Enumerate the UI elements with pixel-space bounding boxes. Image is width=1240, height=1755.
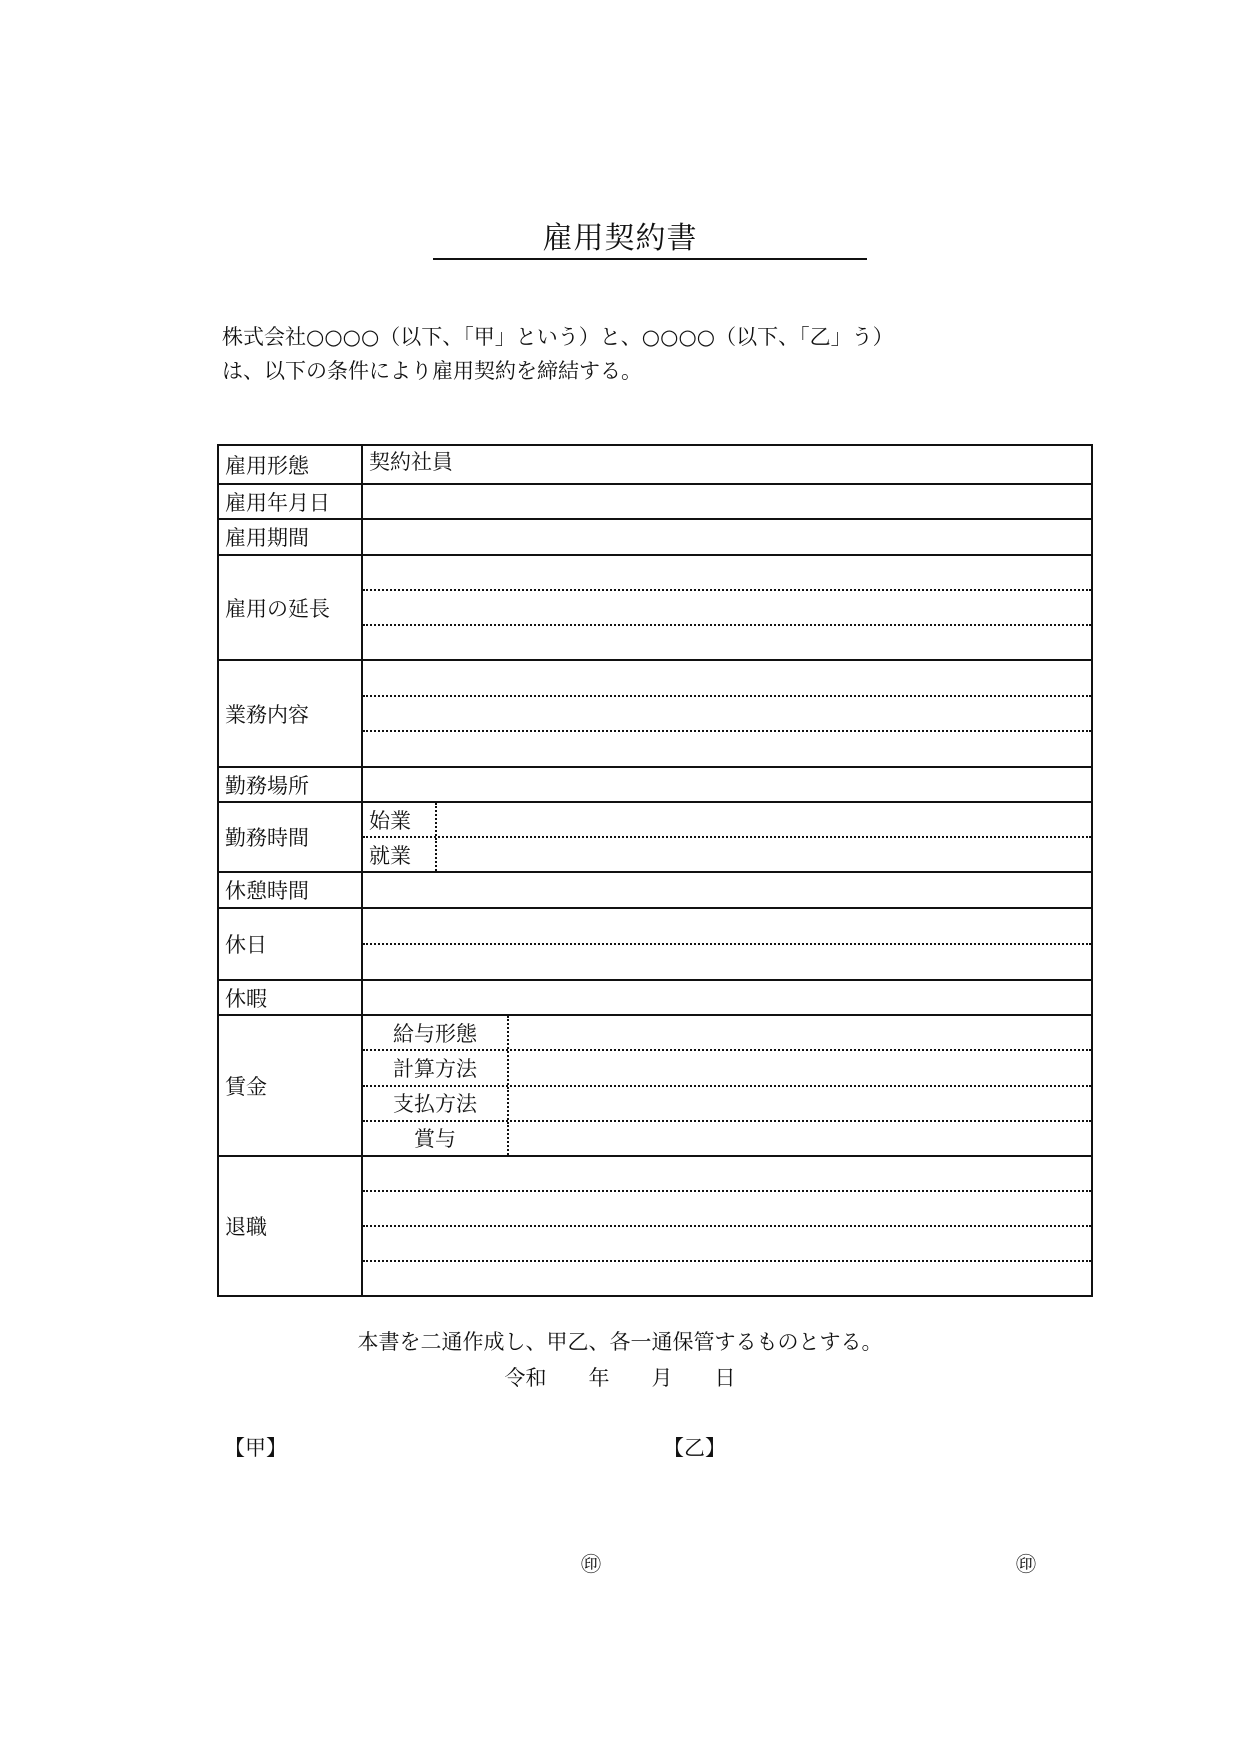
row-working-hours: [219, 801, 1091, 871]
label-employment-type: 雇用形態: [219, 446, 363, 483]
label-employment-period: 雇用期間: [219, 520, 363, 554]
label-leave: 休暇: [219, 981, 363, 1014]
work-location-field[interactable]: [363, 768, 1091, 801]
row-holidays: [219, 907, 1091, 979]
label-calculation-method: 計算方法: [363, 1051, 509, 1084]
label-working-hours: 勤務時間: [219, 803, 363, 871]
retirement-line-3[interactable]: [363, 1225, 1091, 1260]
title-underline: [433, 258, 867, 260]
extension-line-2[interactable]: [363, 589, 1091, 624]
job-description-line-3[interactable]: [363, 730, 1091, 766]
retirement-line-4[interactable]: [363, 1260, 1091, 1295]
date-line: 令和 年 月 日: [504, 1366, 736, 1390]
seal-icon-party-b: ㊞: [1016, 1552, 1036, 1576]
row-leave: [219, 979, 1091, 1014]
row-break-time: [219, 871, 1091, 907]
label-employment-extension: 雇用の延長: [219, 556, 363, 659]
calculation-method-field[interactable]: [509, 1051, 1091, 1084]
party-b-label: 【乙】: [663, 1436, 726, 1460]
retirement-line-1[interactable]: [363, 1157, 1091, 1190]
salary-type-field[interactable]: [509, 1016, 1091, 1049]
row-employment-type: [219, 446, 1091, 483]
label-salary-type: 給与形態: [363, 1016, 509, 1049]
document-title: 雇用契約書: [542, 221, 698, 256]
row-job-description: [219, 659, 1091, 766]
intro-paragraph: [222, 320, 1102, 388]
row-retirement: [219, 1155, 1091, 1295]
job-description-line-2[interactable]: [363, 695, 1091, 731]
label-break-time: 休憩時間: [219, 873, 363, 907]
job-description-line-1[interactable]: [363, 661, 1091, 695]
label-employment-date: 雇用年月日: [219, 485, 363, 518]
row-work-location: [219, 766, 1091, 801]
payment-method-field[interactable]: [509, 1087, 1091, 1120]
label-work-location: 勤務場所: [219, 768, 363, 801]
extension-line-3[interactable]: [363, 624, 1091, 659]
row-employment-extension: [219, 554, 1091, 659]
end-time-field[interactable]: [437, 838, 1091, 871]
break-time-field[interactable]: [363, 873, 1091, 907]
extension-line-1[interactable]: [363, 556, 1091, 589]
intro-line-2: は、以下の条件により雇用契約を締結する。: [222, 359, 642, 383]
row-employment-period: [219, 518, 1091, 554]
employment-period-field[interactable]: [363, 520, 1091, 554]
label-job-description: 業務内容: [219, 661, 363, 766]
label-start-time: 始業: [363, 803, 437, 836]
party-a-label: 【甲】: [224, 1436, 287, 1460]
closing-statement: 本書を二通作成し、甲乙、各一通保管するものとする。: [357, 1330, 883, 1354]
bonus-field[interactable]: [509, 1122, 1091, 1155]
leave-field[interactable]: [363, 981, 1091, 1014]
holidays-line-1[interactable]: [363, 909, 1091, 943]
employment-date-field[interactable]: [363, 485, 1091, 518]
row-employment-date: [219, 483, 1091, 518]
label-payment-method: 支払方法: [363, 1087, 509, 1120]
row-wages: [219, 1014, 1091, 1155]
intro-line-1: 株式会社○○○○（以下、「甲」という）と、○○○○（以下、「乙」う）: [222, 325, 894, 349]
employment-type-field[interactable]: 契約社員: [369, 450, 453, 474]
start-time-field[interactable]: [437, 803, 1091, 836]
seal-icon-party-a: ㊞: [581, 1552, 601, 1576]
label-bonus: 賞与: [363, 1122, 509, 1155]
label-holidays: 休日: [219, 909, 363, 979]
label-retirement: 退職: [219, 1157, 363, 1295]
retirement-line-2[interactable]: [363, 1190, 1091, 1225]
label-wages: 賃金: [219, 1016, 363, 1155]
contract-form-table: [217, 444, 1093, 1297]
label-end-time: 就業: [363, 838, 437, 871]
holidays-line-2[interactable]: [363, 943, 1091, 979]
